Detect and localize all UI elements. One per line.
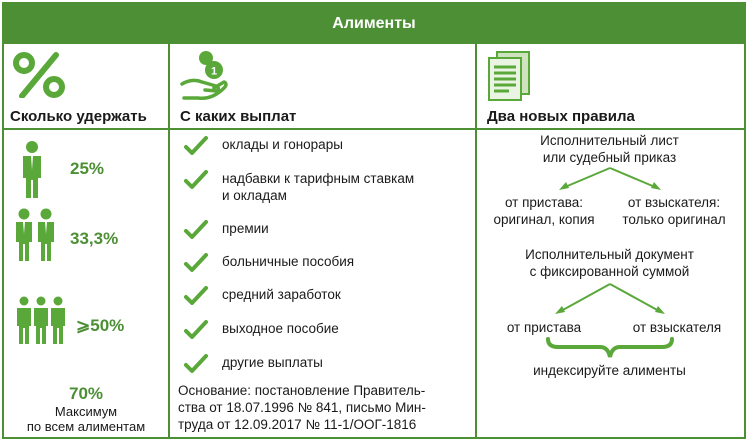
documents-icon: [485, 50, 533, 107]
checkmark-icon: [184, 136, 208, 156]
payment-type-label: премии: [222, 221, 269, 236]
list-item: [184, 320, 339, 340]
list-item: [184, 286, 341, 306]
payment-type-label: больничные пособия: [222, 254, 355, 269]
column-header-from-what: С каких выплат: [180, 108, 297, 125]
payment-type-label: средний заработок: [222, 287, 341, 302]
branch-arrows-icon: [555, 166, 665, 192]
payment-type-label: другие выплаты: [222, 355, 323, 370]
share-value-3: ⩾50%: [76, 316, 125, 335]
svg-text:1: 1: [210, 65, 218, 78]
checkmark-icon: [184, 220, 208, 240]
branch-arrows-icon: [551, 282, 669, 316]
column-header-new-rules: Два новых правила: [487, 108, 635, 125]
rule2-document-type: Исполнительный документ с фиксированной суммой: [525, 247, 694, 279]
three-persons-icon: [16, 296, 66, 353]
column-new-rules: [475, 44, 744, 437]
alimony-infographic: [2, 2, 746, 439]
maximum-label: Максимум: [54, 404, 118, 419]
rule2-from-bailiff: от пристава: [506, 320, 582, 335]
maximum-note: по всем алиментам: [26, 419, 146, 434]
payment-type-label: выходное пособие: [222, 321, 339, 336]
list-item: [184, 220, 269, 240]
percent-icon: [12, 52, 68, 103]
checkmark-icon: [184, 286, 208, 306]
payment-type-label: оклады и гонорары: [222, 137, 343, 152]
person-icon: [20, 140, 44, 205]
checkmark-icon: [184, 170, 208, 190]
checkmark-icon: [184, 253, 208, 273]
payment-type-label: надбавки к тарифным ставкам и окладам: [222, 171, 415, 203]
column-how-much: [4, 44, 168, 437]
share-value-2: 33,3%: [70, 229, 119, 248]
checkmark-icon: [184, 354, 208, 374]
list-item: [184, 354, 323, 374]
page-title: Алименты: [4, 4, 744, 44]
checkmark-icon: [184, 320, 208, 340]
list-item: [184, 136, 343, 156]
maximum-block: [4, 384, 168, 434]
rule1-from-bailiff: от пристава: оригинал, копия: [493, 195, 595, 227]
column-header-how-much: Сколько удержать: [10, 108, 147, 125]
share-value-1: 25%: [70, 159, 105, 178]
rule2-from-claimant: от взыскателя: [632, 320, 722, 335]
two-persons-icon: [14, 208, 58, 269]
list-item: [184, 253, 354, 273]
legal-basis-note: Основание: постановление Правитель- ства от 18.07.1996 № 841, письмо Мин- труда от 12.09.2017 № 11-1/ООГ-1816: [178, 383, 426, 432]
maximum-value: 70%: [68, 384, 104, 403]
rule2-result: индексируйте алименты: [533, 363, 686, 378]
hand-coins-icon: [180, 48, 236, 109]
column-from-what: [168, 44, 475, 437]
list-item: [184, 170, 414, 204]
curly-brace-icon: [545, 336, 675, 360]
rule1-from-claimant: от взыскателя: только оригинал: [622, 195, 726, 227]
rule1-document-type: Исполнительный лист или судебный приказ: [540, 133, 679, 165]
